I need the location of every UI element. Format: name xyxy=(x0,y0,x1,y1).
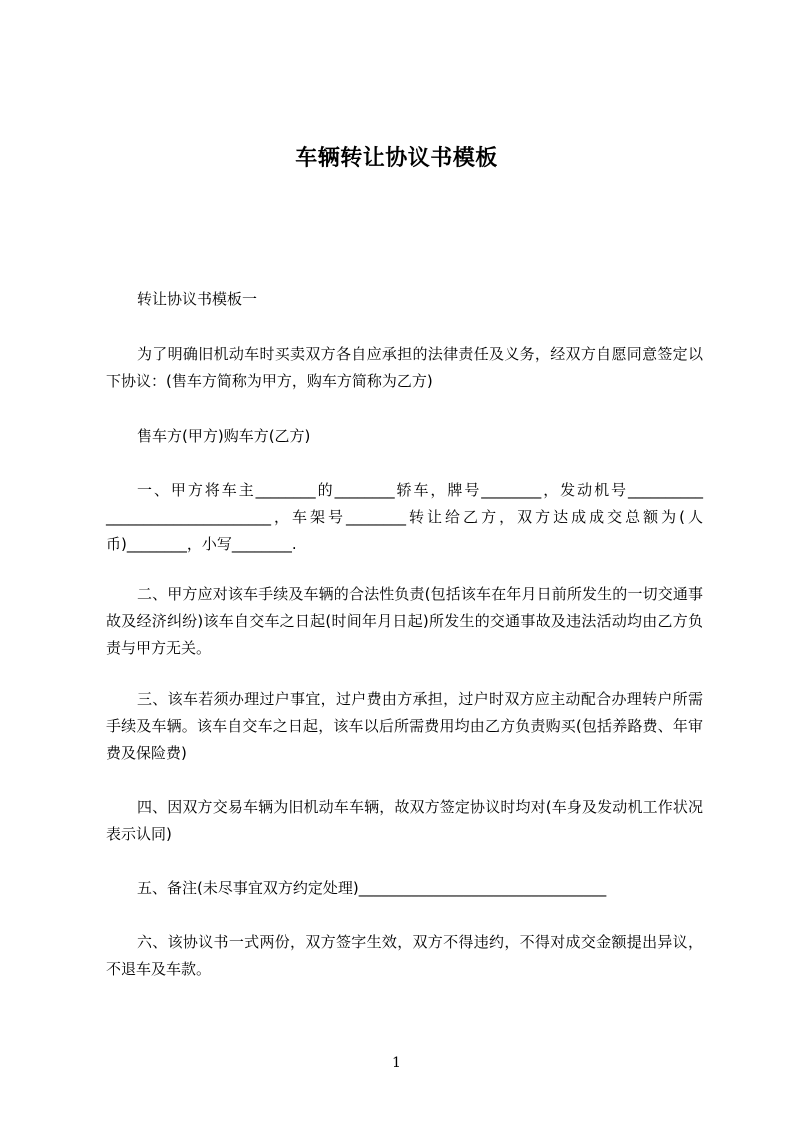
paragraph-clause-3: 三、该车若须办理过户事宜，过户费由方承担，过户时双方应主动配合办理转户所需手续及车辆。该车自交车之日起，该车以后所需费用均由乙方负责购买(包括养路费、年审费及保险费) xyxy=(106,690,703,762)
paragraph-clause-6: 六、该协议书一式两份，双方签字生效，双方不得违约，不得对成交金额提出异议，不退车及车款。 xyxy=(106,933,703,978)
paragraph-parties: 售车方(甲方)购车方(乙方) xyxy=(137,427,311,445)
document-title: 车辆转让协议书模板 xyxy=(295,146,498,171)
paragraph-clause-5: 五、备注(未尽事宜双方约定处理)_________________________________ xyxy=(137,879,607,897)
template-subtitle: 转让协议书模板一 xyxy=(137,290,258,308)
paragraph-intro: 为了明确旧机动车时买卖双方各自应承担的法律责任及义务，经双方自愿同意签定以下协议：(售车方简称为甲方，购车方简称为乙方) xyxy=(106,345,703,390)
paragraph-clause-1: 一、甲方将车主________的________轿车，牌号________，发动机号__________ ______________________，车架号________转让给乙方，双方达成成交总额为(人币)________，小写________. xyxy=(106,481,703,553)
paragraph-clause-4: 四、因双方交易车辆为旧机动车车辆，故双方签定协议时均对(车身及发动机工作状况表示认同) xyxy=(106,798,703,843)
page-number: 1 xyxy=(392,1055,401,1071)
paragraph-clause-2: 二、甲方应对该车手续及车辆的合法性负责(包括该车在年月日前所发生的一切交通事故及经济纠纷)该车自交车之日起(时间年月日起)所发生的交通事故及违法活动均由乙方负责与甲方无关。 xyxy=(106,585,703,657)
